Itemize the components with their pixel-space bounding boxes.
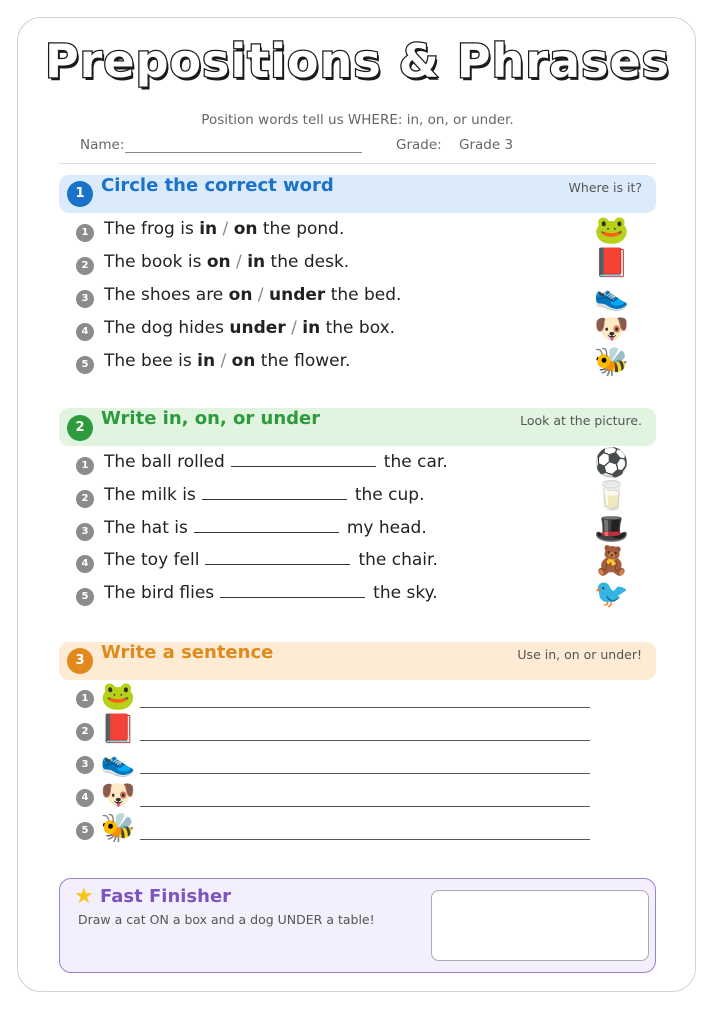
sentence-end: the pond.	[257, 219, 345, 239]
item-number: 1	[76, 457, 94, 475]
choice-a[interactable]: on	[206, 252, 231, 272]
star-icon: ★	[74, 884, 94, 909]
item-number: 4	[76, 789, 94, 807]
book-icon: 📕	[100, 712, 136, 745]
section-3-hint: Use in, on or under!	[517, 647, 642, 662]
section-3-title: Write a sentence	[101, 642, 274, 663]
choice-b[interactable]: on	[231, 351, 256, 371]
sentence-end: the sky.	[373, 583, 438, 603]
section-1-title: Circle the correct word	[101, 175, 334, 196]
bird-icon: 🐦	[594, 577, 629, 610]
item-number: 4	[76, 555, 94, 573]
choice-b[interactable]: on	[233, 219, 258, 239]
grade-value: Grade 3	[459, 137, 514, 153]
sentence	[104, 351, 350, 371]
choice-a[interactable]: under	[229, 318, 286, 338]
separator: /	[230, 252, 248, 272]
choice-b[interactable]: under	[269, 285, 326, 305]
drawing-area[interactable]	[431, 890, 649, 961]
sentence	[104, 550, 438, 570]
item-number: 3	[76, 756, 94, 774]
item-number: 2	[76, 723, 94, 741]
sentence	[104, 252, 349, 272]
fast-finisher-title: Fast Finisher	[100, 886, 232, 907]
name-label: Name:	[80, 137, 125, 153]
item-number: 3	[76, 523, 94, 541]
section-2-hint: Look at the picture.	[520, 413, 642, 428]
section-3-number: 3	[67, 648, 93, 674]
separator: /	[285, 318, 303, 338]
sentence	[104, 518, 427, 538]
grade-label: Grade:	[396, 137, 442, 153]
page-subtitle: Position words tell us WHERE: in, on, or under.	[201, 112, 514, 128]
item-number: 5	[76, 588, 94, 606]
sentence-end: the box.	[320, 318, 396, 338]
sentence-end: the car.	[383, 452, 448, 472]
sentence	[104, 485, 424, 505]
sentence-end: the cup.	[354, 485, 425, 505]
sentence-writing-line[interactable]	[140, 839, 590, 840]
sentence-writing-line[interactable]	[140, 707, 590, 708]
section-1-hint: Where is it?	[568, 180, 642, 195]
sentence-writing-line[interactable]	[140, 773, 590, 774]
sentence-start: The bird flies	[104, 583, 215, 603]
item-number: 5	[76, 822, 94, 840]
top-hat-icon: 🎩	[594, 512, 629, 545]
sentence-start: The dog hides	[104, 318, 230, 338]
sentence-start: The shoes are	[104, 285, 229, 305]
frog-icon: 🐸	[100, 679, 136, 712]
sentence-start: The milk is	[104, 485, 196, 505]
sentence-start: The ball rolled	[104, 452, 225, 472]
choice-b[interactable]: in	[302, 318, 321, 338]
sentence-end: the chair.	[358, 550, 438, 570]
sentence-end: the flower.	[255, 351, 351, 371]
sentence	[104, 318, 395, 338]
choice-a[interactable]: in	[197, 351, 216, 371]
item-number: 1	[76, 224, 94, 242]
sentence-start: The hat is	[104, 518, 188, 538]
sentence-end: the desk.	[265, 252, 350, 272]
item-number: 2	[76, 490, 94, 508]
sentence-writing-line[interactable]	[140, 806, 590, 807]
separator: /	[252, 285, 270, 305]
sentence-writing-line[interactable]	[140, 740, 590, 741]
sentence	[104, 452, 448, 472]
name-field[interactable]	[125, 152, 362, 153]
soccer-ball-icon: ⚽	[594, 446, 629, 479]
answer-blank[interactable]	[220, 583, 365, 598]
item-number: 5	[76, 356, 94, 374]
choice-b[interactable]: in	[247, 252, 266, 272]
bee-icon: 🐝	[594, 345, 629, 378]
sentence	[104, 219, 344, 239]
choice-a[interactable]: on	[228, 285, 253, 305]
shoe-icon: 👟	[100, 745, 136, 778]
separator: /	[215, 351, 232, 371]
section-1-number: 1	[67, 181, 93, 207]
dog-icon: 🐶	[594, 312, 629, 345]
header-divider	[59, 163, 656, 164]
choice-a[interactable]: in	[199, 219, 218, 239]
item-number: 3	[76, 290, 94, 308]
section-2-number: 2	[67, 415, 93, 441]
dog-icon: 🐶	[100, 778, 136, 811]
sentence	[104, 285, 401, 305]
frog-icon: 🐸	[594, 213, 629, 246]
shoe-icon: 👟	[594, 279, 629, 312]
fast-finisher-instructions: Draw a cat ON a box and a dog UNDER a table!	[78, 912, 375, 927]
item-number: 1	[76, 690, 94, 708]
sentence-end: my head.	[346, 518, 427, 538]
item-number: 2	[76, 257, 94, 275]
sentence-start: The frog is	[104, 219, 200, 239]
sentence-start: The book is	[104, 252, 207, 272]
sentence-start: The toy fell	[104, 550, 200, 570]
separator: /	[217, 219, 234, 239]
book-icon: 📕	[594, 246, 629, 279]
sentence-end: the bed.	[325, 285, 402, 305]
sentence-start: The bee is	[104, 351, 198, 371]
page-title: Prepositions & Phrases	[44, 34, 671, 88]
section-2-title: Write in, on, or under	[101, 408, 321, 429]
bee-icon: 🐝	[100, 811, 136, 844]
milk-glass-icon: 🥛	[594, 479, 629, 512]
answer-blank[interactable]	[194, 518, 339, 533]
answer-blank[interactable]	[202, 485, 347, 500]
teddy-bear-icon: 🧸	[594, 544, 629, 577]
answer-blank[interactable]	[205, 550, 350, 565]
answer-blank[interactable]	[231, 452, 376, 467]
sentence	[104, 583, 438, 603]
item-number: 4	[76, 323, 94, 341]
